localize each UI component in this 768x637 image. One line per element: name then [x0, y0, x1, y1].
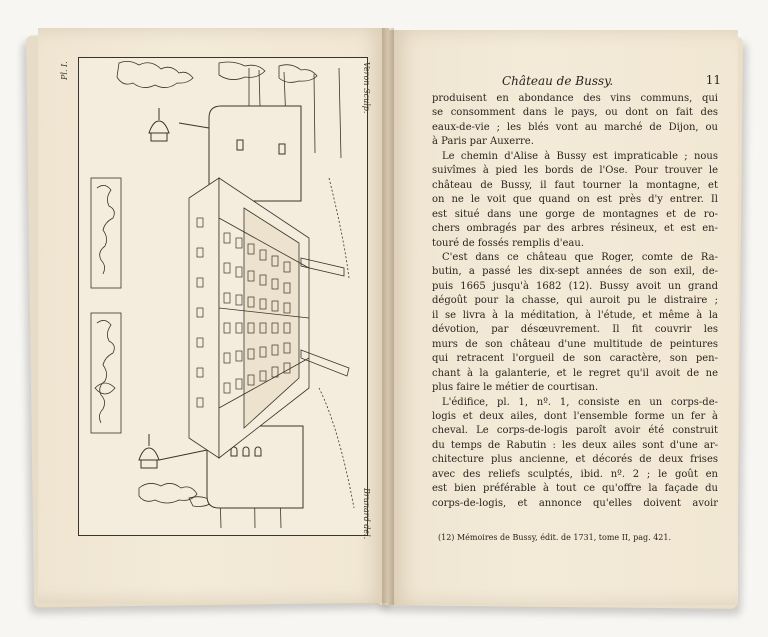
plate-number: Pl. I.: [60, 61, 69, 80]
running-head: [396, 74, 721, 90]
text-line: murs de son château d'une multitude de peintures: [432, 338, 718, 350]
text-line: qui retracent l'orgueil de son caractère, son pen-: [432, 353, 718, 365]
page-number: 11: [705, 73, 721, 87]
text-line: chitecture plus ancienne, et décorés de deux frises: [432, 454, 718, 466]
text-line: L'édifice, pl. 1, nº. 1, consiste en un corps-de-: [442, 396, 718, 408]
text-line: est bien préférable à tout ce qu'offre la façade du: [432, 483, 718, 495]
text-line: puis 1665 jusqu'à 1682 (12). Bussy avoit un grand: [432, 280, 718, 292]
text-line: eaux-de-vie ; les blés vont au marché de Dijon, ou: [432, 121, 718, 133]
text-line: plus faire le métier de courtisan.: [432, 382, 599, 394]
text-line: logis et deux ailes, dont l'ensemble forme un fer à: [432, 410, 718, 422]
book-gutter: [382, 28, 394, 605]
footnote: (12) Mémoires de Bussy, édit. de 1731, tome II, pag. 421.: [438, 533, 672, 542]
text-line: butin, a passé les dix-sept années de son exil, de-: [432, 266, 718, 278]
text-line: produisent en abondance des vins communs, qui: [432, 93, 718, 104]
text-line: se consomment dans le pays, ou dont on fait des: [432, 107, 718, 119]
plate-engraver-credit: Veron Sculp.: [362, 62, 371, 114]
text-line: il se livra à la méditation, à l'étude, et même à la: [432, 309, 718, 321]
text-line: est situé dans une gorge de montagnes et de ro-: [432, 208, 718, 220]
text-line: cheval. Le corps-de-logis paroît avoir été construit: [432, 425, 718, 437]
engraving-plate: [78, 57, 368, 536]
text-line: dévotion, par désœuvrement. Il fit couvrir les: [432, 324, 718, 336]
running-title: Château de Bussy.: [502, 74, 614, 88]
frieze-panels: [91, 178, 121, 433]
text-line: à Paris par Auxerre.: [432, 136, 534, 148]
text-line: touré de fossés remplis d'eau.: [432, 237, 585, 249]
text-line: château de Bussy, il faut tourner la montagne, et: [432, 179, 718, 191]
text-line: du temps de Rabutin : les deux ailes sont d'une ar-: [432, 439, 718, 451]
text-line: on ne le voit que quand on est près d'y entrer. Il: [432, 194, 718, 206]
text-line: suivîmes à pied les bords de l'Ose. Pour trouver le: [432, 165, 718, 177]
body-text: [432, 92, 718, 511]
text-line: avec des reliefs sculptés, ibid. nº. 2 ; le goût en: [432, 468, 718, 480]
chateau-engraving: [79, 58, 367, 535]
main-building: [189, 178, 309, 458]
text-line: corps-de-logis, et annonce qu'elles doivent avoir: [432, 497, 718, 509]
text-line: chant à la galanterie, et le regret qu'il avoit de ne: [432, 367, 718, 379]
text-line: chers ombragés par des arbres résineux, et est en-: [432, 223, 718, 235]
plate-draughtsman-credit: Brunard del.: [362, 488, 371, 540]
text-line: C'est dans ce château que Roger, comte de Ra-: [442, 251, 718, 263]
text-line: dégoût pour la chasse, qui auroit pu le distraire ;: [432, 295, 718, 307]
text-line: Le chemin d'Alise à Bussy est impraticable ; nous: [442, 150, 718, 162]
